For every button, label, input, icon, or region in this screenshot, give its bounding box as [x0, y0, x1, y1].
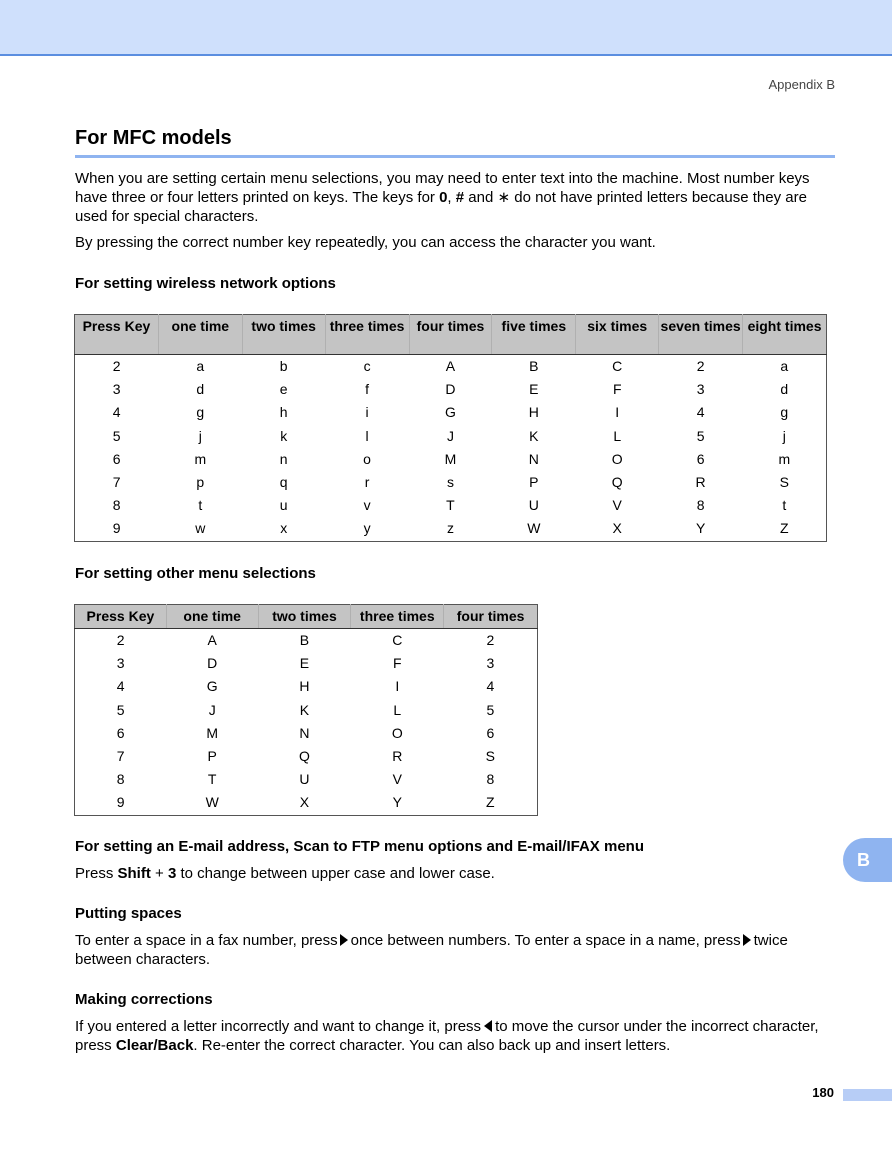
table-cell: 4 [116, 678, 125, 695]
table-cell: 3 [696, 381, 705, 398]
table-cell: c [363, 358, 371, 375]
left-arrow-icon [484, 1020, 492, 1032]
table-cell: 8 [486, 771, 495, 788]
table-cell: i [365, 404, 369, 421]
table-cell: j [782, 427, 786, 444]
table-cell: L [393, 701, 402, 718]
table-cell: j [198, 427, 202, 444]
table-cell: g [196, 404, 205, 421]
table-cell: Z [486, 794, 495, 811]
table-cell: 9 [112, 520, 121, 537]
table-cell: G [206, 678, 218, 695]
table-row [75, 768, 538, 791]
table-row [75, 355, 827, 379]
table-cell: d [780, 381, 789, 398]
spaces-heading: Putting spaces [75, 905, 182, 922]
table-cell: Z [780, 520, 789, 537]
table-cell: x [280, 520, 288, 537]
table-cell: C [392, 632, 403, 649]
intro-and: and [464, 189, 498, 206]
key-star: ∗ [497, 189, 511, 206]
table-row [75, 401, 827, 424]
corrections-heading: Making corrections [75, 991, 213, 1008]
table-cell: E [299, 655, 310, 672]
table-cell: p [196, 474, 205, 491]
table-row [75, 448, 827, 471]
table-cell: m [778, 450, 791, 467]
table-cell: J [208, 701, 216, 718]
wireless-table [74, 314, 827, 542]
table-cell: 7 [116, 748, 125, 765]
table-cell: G [445, 404, 456, 421]
table-cell: E [529, 381, 539, 398]
table-cell: 3 [116, 655, 125, 672]
table-cell: n [279, 450, 288, 467]
table-cell: F [392, 655, 402, 672]
table-cell: T [446, 497, 455, 514]
wireless-header-cell: Press Key [75, 315, 159, 355]
corrections-text-b: to move the cursor under the incorrect character, press [75, 1018, 819, 1054]
table-cell: N [299, 724, 310, 741]
table-cell: m [194, 450, 207, 467]
table-cell: 2 [116, 632, 125, 649]
table-cell: X [299, 794, 310, 811]
intro-text-2: do not have printed letters because they are used for special characters. [75, 189, 807, 225]
table-cell: 7 [112, 474, 121, 491]
table-cell: z [446, 520, 454, 537]
table-row [75, 722, 538, 745]
table-cell: 8 [116, 771, 125, 788]
table-cell: o [363, 450, 371, 467]
table-cell: 4 [486, 678, 495, 695]
table-row [75, 517, 827, 541]
table-cell: B [299, 632, 310, 649]
table-cell: P [207, 748, 217, 765]
corrections-text-a: If you entered a letter incorrectly and want to change it, press [75, 1018, 482, 1035]
table-row [75, 471, 827, 494]
table-cell: 9 [116, 794, 125, 811]
table-cell: P [529, 474, 539, 491]
table-cell: S [485, 748, 495, 765]
table-cell: C [612, 358, 623, 375]
table-cell: 4 [112, 404, 121, 421]
table-row [75, 745, 538, 768]
table-cell: D [207, 655, 218, 672]
table-cell: 2 [486, 632, 495, 649]
table-cell: 5 [696, 427, 705, 444]
table-cell: D [445, 381, 456, 398]
table-cell: J [446, 427, 454, 444]
table-cell: H [299, 678, 310, 695]
table-cell: M [206, 724, 219, 741]
other-header-cell: Press Key [75, 605, 167, 629]
table-cell: l [365, 427, 369, 444]
email-heading: For setting an E-mail address, Scan to FTP menu options and E-mail/IFAX menu [75, 838, 644, 855]
table-cell: F [612, 381, 622, 398]
table-cell: r [364, 474, 370, 491]
wireless-heading: For setting wireless network options [75, 275, 336, 292]
table-cell: k [280, 427, 288, 444]
table-cell: d [196, 381, 205, 398]
intro-text-1: When you are setting certain menu selections, you may need to enter text into the machine. Most number keys have three or four letters printed on keys. The keys for [75, 170, 810, 206]
table-cell: y [363, 520, 371, 537]
other-heading: For setting other menu selections [75, 565, 316, 582]
table-cell: K [299, 701, 310, 718]
table-cell: t [782, 497, 787, 514]
table-cell: 8 [112, 497, 121, 514]
header-band [0, 0, 892, 56]
wireless-header-cell: two times [242, 315, 325, 355]
other-header-cell: three times [351, 605, 444, 629]
wireless-header-cell: four times [409, 315, 492, 355]
table-cell: 2 [696, 358, 705, 375]
table-cell: W [527, 520, 541, 537]
table-cell: Y [392, 794, 402, 811]
table-cell: T [207, 771, 217, 788]
three-key: 3 [167, 865, 177, 882]
table-cell: R [695, 474, 706, 491]
intro-comma: , [447, 189, 456, 206]
page-title: For MFC models [75, 127, 232, 149]
table-cell: v [363, 497, 371, 514]
table-cell: s [446, 474, 454, 491]
table-cell: 5 [116, 701, 125, 718]
table-cell: t [198, 497, 203, 514]
table-cell: I [395, 678, 400, 695]
table-cell: R [392, 748, 403, 765]
table-cell: N [528, 450, 539, 467]
table-cell: 2 [112, 358, 121, 375]
table-cell: u [279, 497, 288, 514]
table-cell: f [365, 381, 370, 398]
table-cell: X [612, 520, 622, 537]
table-cell: 8 [696, 497, 705, 514]
table-cell: A [207, 632, 217, 649]
table-cell: w [195, 520, 206, 537]
table-cell: S [779, 474, 789, 491]
title-underline [75, 155, 835, 158]
table-cell: W [205, 794, 219, 811]
other-header-cell: four times [444, 605, 538, 629]
table-cell: H [528, 404, 539, 421]
corrections-paragraph [75, 1017, 840, 1055]
table-cell: I [615, 404, 620, 421]
table-row [75, 652, 538, 675]
table-cell: 3 [486, 655, 495, 672]
other-table [74, 604, 538, 816]
table-cell: O [391, 724, 403, 741]
table-cell: B [529, 358, 539, 375]
spaces-paragraph [75, 931, 840, 969]
spaces-text-c: twice between characters. [75, 932, 788, 968]
other-header-cell: two times [258, 605, 351, 629]
table-cell: U [528, 497, 539, 514]
table-cell: V [392, 771, 402, 788]
table-row [75, 675, 538, 698]
page-number-bar [843, 1089, 892, 1101]
table-cell: Q [299, 748, 310, 765]
clear-back-key: Clear/Back [115, 1037, 194, 1054]
table-cell: q [279, 474, 288, 491]
email-text-b: to change between upper case and lower case. [176, 865, 495, 882]
table-row [75, 378, 827, 401]
appendix-label: Appendix B [768, 77, 835, 92]
table-cell: g [780, 404, 789, 421]
table-cell: A [445, 358, 456, 375]
appendix-side-tab: B [843, 838, 892, 882]
table-cell: K [529, 427, 539, 444]
spaces-text-b: once between numbers. To enter a space in a name, press [350, 932, 741, 949]
intro-paragraph [75, 169, 840, 226]
table-cell: Y [695, 520, 706, 537]
table-cell: V [612, 497, 622, 514]
email-text-a: Press [75, 865, 118, 882]
wireless-header-cell: seven times [659, 315, 743, 355]
table-cell: a [196, 358, 205, 375]
table-cell: Q [611, 474, 623, 491]
table-row [75, 629, 538, 653]
table-row [75, 425, 827, 448]
other-header-cell: one time [166, 605, 258, 629]
table-cell: O [611, 450, 623, 467]
right-arrow-icon [340, 934, 348, 946]
table-cell: 5 [112, 427, 121, 444]
table-cell: 4 [696, 404, 705, 421]
table-cell: 3 [112, 381, 121, 398]
table-row [75, 791, 538, 815]
wireless-header-cell: eight times [743, 315, 827, 355]
wireless-header-cell: six times [576, 315, 659, 355]
key-hash: # [455, 189, 465, 206]
right-arrow-icon [743, 934, 751, 946]
key-zero: 0 [439, 189, 448, 206]
table-cell: h [279, 404, 288, 421]
table-cell: U [299, 771, 310, 788]
table-cell: 5 [486, 701, 495, 718]
email-paragraph [75, 864, 840, 883]
corrections-text-c: . Re-enter the correct character. You can also back up and insert letters. [193, 1037, 671, 1054]
wireless-header-cell: five times [492, 315, 576, 355]
intro-paragraph-2: By pressing the correct number key repeatedly, you can access the character you want. [75, 234, 656, 251]
table-cell: M [444, 450, 457, 467]
table-cell: 6 [696, 450, 705, 467]
table-cell: L [613, 427, 622, 444]
plus-text: + [150, 865, 168, 882]
table-cell: e [279, 381, 288, 398]
table-cell: 6 [112, 450, 121, 467]
shift-key: Shift [117, 865, 151, 882]
table-cell: a [780, 358, 789, 375]
table-cell: 6 [116, 724, 125, 741]
page-number: 180 [812, 1085, 834, 1100]
table-cell: 6 [486, 724, 495, 741]
table-row [75, 494, 827, 517]
spaces-text-a: To enter a space in a fax number, press [75, 932, 338, 949]
wireless-header-cell: three times [325, 315, 409, 355]
wireless-header-cell: one time [158, 315, 242, 355]
table-cell: b [279, 358, 288, 375]
table-row [75, 699, 538, 722]
